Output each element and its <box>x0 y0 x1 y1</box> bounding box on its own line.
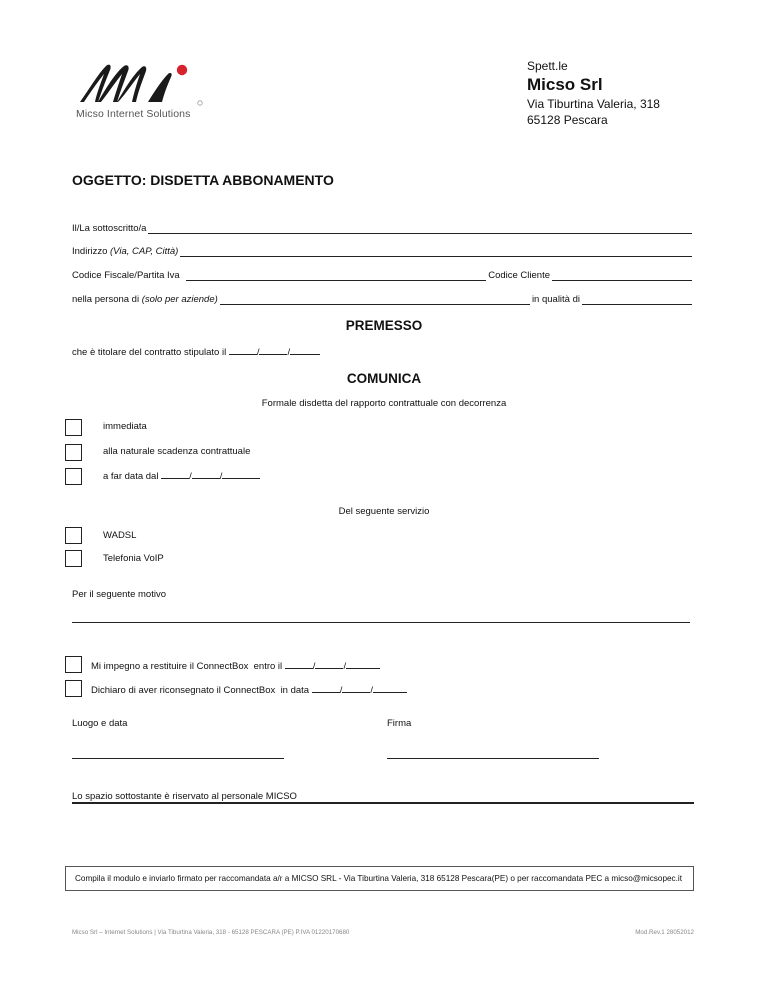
person-hint: (solo per aziende) <box>141 294 218 305</box>
contract-month-blank[interactable] <box>259 346 287 355</box>
voip-label: Telefonia VoIP <box>103 553 164 564</box>
contract-date-label: che è titolare del contratto stipulato il <box>72 347 227 358</box>
returned-connectbox-label: Dichiaro di aver riconsegnato il ConnectBox in data <box>91 685 310 696</box>
natural-expiry-checkbox[interactable] <box>65 444 82 461</box>
natural-expiry-label: alla naturale scadenza contrattuale <box>103 446 251 457</box>
wadsl-checkbox[interactable] <box>65 527 82 544</box>
from-year-blank[interactable] <box>222 470 260 479</box>
reserved-note: Lo spazio sottostante è riservato al personale MICSO <box>72 791 297 802</box>
address-label: Indirizzo <box>72 246 111 257</box>
undersigned-label: Il/La sottoscritto/a <box>72 223 147 234</box>
contract-year-blank[interactable] <box>290 346 320 355</box>
wadsl-label: WADSL <box>103 530 137 541</box>
recipient-city: 65128 Pescara <box>527 113 608 127</box>
returned-month-blank[interactable] <box>342 684 370 693</box>
comunica-heading: COMUNICA <box>346 371 422 386</box>
return-connectbox-label: Mi impegno a restituire il ConnectBox entro il <box>91 661 283 672</box>
address-hint: (Via, CAP, Città) <box>110 246 179 257</box>
address-field[interactable] <box>72 246 694 257</box>
voip-checkbox[interactable] <box>65 550 82 567</box>
address-blank[interactable] <box>180 247 692 257</box>
role-blank[interactable] <box>582 295 692 305</box>
recipient-street: Via Tiburtina Valeria, 318 <box>527 97 660 111</box>
contract-date-row: che è titolare del contratto stipulato il / / <box>72 346 320 358</box>
client-code-label: Codice Cliente <box>488 270 550 281</box>
recipient-address <box>527 58 660 128</box>
submission-notice <box>65 866 694 891</box>
reason-blank[interactable] <box>72 622 690 623</box>
submission-notice-text: Compila il modulo e inviarlo firmato per raccomandata a/r a MICSO SRL - Via Tiburtina Valeria, 318 65128 Pescara(PE) o per raccomandata PEC a micso@micsopec.it <box>75 874 683 883</box>
role-label: in qualità di <box>531 294 580 305</box>
subject-title: OGGETTO: DISDETTA ABBONAMENTO <box>72 172 334 188</box>
place-date-label: Luogo e data <box>72 718 128 729</box>
returned-connectbox-row: Dichiaro di aver riconsegnato il ConnectBox in data / / <box>91 684 407 696</box>
service-heading: Del seguente servizio <box>338 506 430 517</box>
undersigned-blank[interactable] <box>148 224 692 234</box>
person-row <box>72 294 694 305</box>
person-blank[interactable] <box>220 295 530 305</box>
logo-brand-text: Micso Internet Solutions <box>76 108 191 120</box>
reserved-rule <box>72 802 694 804</box>
return-year-blank[interactable] <box>346 660 380 669</box>
footer-company-info: Micso Srl – Internet Solutions | Via Tiburtina Valeria, 318 - 65128 PESCARA (PE) P.IVA 01220170680 <box>72 929 350 936</box>
tax-code-row <box>72 270 694 281</box>
premesso-heading: PREMESSO <box>345 318 423 333</box>
tax-code-blank[interactable] <box>186 271 486 281</box>
return-connectbox-row: Mi impegno a restituire il ConnectBox entro il / / <box>91 660 380 672</box>
comunica-intro: Formale disdetta del rapporto contrattuale con decorrenza <box>261 398 507 409</box>
from-day-blank[interactable] <box>161 470 189 479</box>
from-date-label: a far data dal <box>103 471 159 482</box>
recipient-company: Micso Srl <box>527 75 603 94</box>
from-date-row: a far data dal / / <box>103 470 260 482</box>
return-month-blank[interactable] <box>315 660 343 669</box>
tax-code-label: Codice Fiscale/Partita Iva <box>72 270 180 281</box>
reason-label: Per il seguente motivo <box>72 589 166 600</box>
immediate-checkbox[interactable] <box>65 419 82 436</box>
undersigned-field[interactable] <box>72 223 694 234</box>
logo-red-dot <box>177 65 187 75</box>
client-code-blank[interactable] <box>552 271 692 281</box>
return-day-blank[interactable] <box>285 660 313 669</box>
signature-label: Firma <box>387 718 412 729</box>
returned-connectbox-checkbox[interactable] <box>65 680 82 697</box>
from-date-checkbox[interactable] <box>65 468 82 485</box>
immediate-label: immediata <box>103 421 147 432</box>
salutation: Spett.le <box>527 59 568 73</box>
returned-year-blank[interactable] <box>373 684 407 693</box>
signature-blank[interactable] <box>387 758 599 759</box>
person-label: nella persona di <box>72 294 142 305</box>
from-month-blank[interactable] <box>192 470 220 479</box>
place-date-blank[interactable] <box>72 758 284 759</box>
return-connectbox-checkbox[interactable] <box>65 656 82 673</box>
contract-day-blank[interactable] <box>229 346 257 355</box>
returned-day-blank[interactable] <box>312 684 340 693</box>
footer-revision: Mod.Rev.1 28052012 <box>635 929 694 936</box>
